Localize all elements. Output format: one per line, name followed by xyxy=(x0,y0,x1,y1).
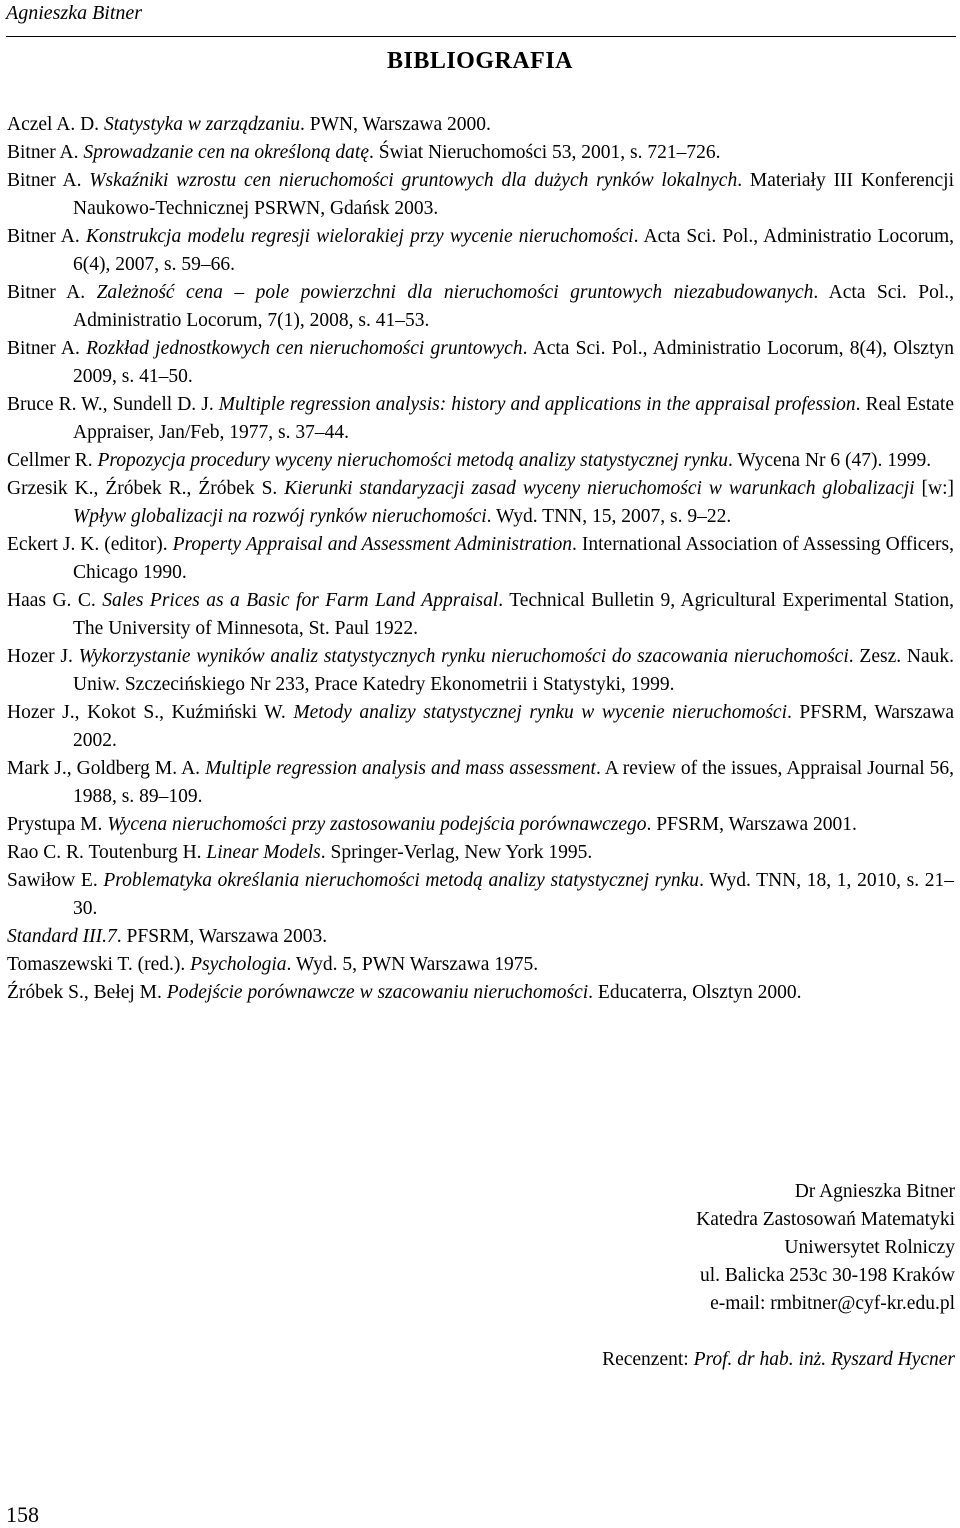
reference-title: Wykorzystanie wyników analiz statystycznych rynku nieruchomości do szacowania nieruchomości xyxy=(78,646,849,667)
reference-text: . Real Estate Appraiser, Jan/Feb, 1977, s. 37–44. xyxy=(73,394,955,443)
reference-title: Statystyka w zarządzaniu xyxy=(103,114,301,135)
reference-item xyxy=(7,643,954,699)
reference-item xyxy=(7,335,954,391)
reference-text: Hozer J., Kokot S., Kuźmiński W. xyxy=(7,702,294,723)
reference-item xyxy=(7,839,954,867)
reference-text: Eckert J. K. (editor). xyxy=(7,534,173,555)
reference-title: Konstrukcja modelu regresji wielorakiej przy wycenie nieruchomości xyxy=(85,226,634,247)
reference-item xyxy=(7,447,954,475)
reference-text: . Wycena Nr 6 (47). 1999. xyxy=(727,450,932,471)
reference-text: Sawiłow E. xyxy=(7,870,104,891)
reference-title: Standard III.7 xyxy=(7,926,117,947)
reference-title: Wpływ globalizacji na rozwój rynków nieruchomości xyxy=(73,506,487,527)
reference-text: . Technical Bulletin 9, Agricultural Experimental Station, The University of Minnesota, St. Paul 1922. xyxy=(73,590,954,639)
reviewer-name: Prof. dr hab. inż. Ryszard Hycner xyxy=(693,1349,955,1370)
signature-university: Uniwersytet Rolniczy xyxy=(784,1237,955,1258)
reference-text: . Acta Sci. Pol., Administratio Locorum, 8(4), Olsztyn 2009, s. 41–50. xyxy=(73,338,955,387)
reference-text: . International Association of Assessing Officers, Chicago 1990. xyxy=(73,534,955,583)
reference-text: Tomaszewski T. (red.). xyxy=(7,954,191,975)
reference-item xyxy=(7,587,954,643)
reference-title: Psychologia xyxy=(190,954,287,975)
reference-item xyxy=(7,139,954,167)
reference-text: . Springer-Verlag, New York 1995. xyxy=(320,842,593,863)
reference-text: Mark J., Goldberg M. A. xyxy=(7,758,206,779)
header-author: Agnieszka Bitner xyxy=(6,2,143,24)
page-number: 158 xyxy=(6,1502,39,1527)
reference-item xyxy=(7,475,954,531)
reference-text: Bitner A. xyxy=(7,142,84,163)
reference-text: . Wyd. TNN, 15, 2007, s. 9–22. xyxy=(486,506,732,527)
reference-title: Sprowadzanie cen na określoną datę xyxy=(83,142,369,163)
reference-text: . A review of the issues, Appraisal Journal 56, 1988, s. 89–109. xyxy=(73,758,955,807)
reference-item xyxy=(7,699,954,755)
reference-text: Prystupa M. xyxy=(7,814,108,835)
reference-text: Haas G. C. xyxy=(7,590,103,611)
reference-item xyxy=(7,531,954,587)
signature-department: Katedra Zastosowań Matematyki xyxy=(696,1209,955,1230)
signature-name: Dr Agnieszka Bitner xyxy=(794,1181,955,1202)
reference-text: Źróbek S., Bełej M. xyxy=(7,982,167,1003)
reference-title: Wskaźniki wzrostu cen nieruchomości gruntowych dla dużych rynków lokalnych xyxy=(89,170,738,191)
reference-text: Bitner A. xyxy=(7,338,87,359)
reference-text: . Educaterra, Olsztyn 2000. xyxy=(588,982,802,1003)
reference-text: . Zesz. Nauk. Uniw. Szczecińskiego Nr 233, Prace Katedry Ekonometrii i Statystyki, 1999. xyxy=(73,646,954,695)
reference-item xyxy=(7,167,954,223)
reference-title: Metody analizy statystycznej rynku w wycenie nieruchomości xyxy=(293,702,787,723)
reference-item xyxy=(7,951,954,979)
reference-title: Property Appraisal and Assessment Administration xyxy=(172,534,573,555)
reference-text: . Materiały III Konferencji Naukowo-Technicznej PSRWN, Gdańsk 2003. xyxy=(73,170,954,219)
reference-text: Aczel A. D. xyxy=(7,114,104,135)
reference-item xyxy=(7,811,954,839)
reference-title: Kierunki standaryzacji zasad wyceny nieruchomości w warunkach globalizacji xyxy=(284,478,915,499)
reference-item xyxy=(7,223,954,279)
reference-text: . PFSRM, Warszawa 2003. xyxy=(116,926,328,947)
author-signature xyxy=(696,1178,955,1318)
reference-text: Rao C. R. Toutenburg H. xyxy=(7,842,207,863)
reference-title: Rozkład jednostkowych cen nieruchomości gruntowych xyxy=(86,338,523,359)
reference-title: Problematyka określania nieruchomości metodą analizy statystycznej rynku xyxy=(103,870,700,891)
reference-item xyxy=(7,979,954,1007)
reference-text: . Wyd. 5, PWN Warszawa 1975. xyxy=(286,954,539,975)
bibliography-title: BIBLIOGRAFIA xyxy=(386,48,574,74)
signature-address: ul. Balicka 253c 30-198 Kraków xyxy=(699,1265,955,1286)
reference-text: Hozer J. xyxy=(7,646,79,667)
reference-title: Linear Models xyxy=(206,842,321,863)
reference-text: . Świat Nieruchomości 53, 2001, s. 721–726. xyxy=(368,142,721,163)
reference-text: . PFSRM, Warszawa 2001. xyxy=(646,814,857,835)
reference-list xyxy=(7,111,954,1007)
reference-text: Grzesik K., Źróbek R., Źróbek S. xyxy=(7,478,285,499)
reference-text: Bitner A. xyxy=(7,282,97,303)
reference-item xyxy=(7,279,954,335)
reviewer-label: Recenzent: xyxy=(602,1349,694,1370)
reference-item xyxy=(7,923,954,951)
reference-item xyxy=(7,755,954,811)
reference-item xyxy=(7,391,954,447)
reference-text: . PFSRM, Warszawa 2002. xyxy=(73,702,954,751)
signature-email: e-mail: rmbitner@cyf-kr.edu.pl xyxy=(710,1293,955,1314)
reference-title: Multiple regression analysis: history and applications in the appraisal profession xyxy=(218,394,856,415)
reviewer-line xyxy=(602,1346,955,1374)
reference-text: . Acta Sci. Pol., Administratio Locorum, 6(4), 2007, s. 59–66. xyxy=(73,226,954,275)
reference-text: Bruce R. W., Sundell D. J. xyxy=(7,394,219,415)
reference-text: Bitner A. xyxy=(7,170,90,191)
reference-title: Wycena nieruchomości przy zastosowaniu podejścia porównawczego xyxy=(107,814,647,835)
reference-text: . PWN, Warszawa 2000. xyxy=(300,114,491,135)
reference-text: . Acta Sci. Pol., Administratio Locorum, 7(1), 2008, s. 41–53. xyxy=(73,282,954,331)
reference-text: Bitner A. xyxy=(7,226,86,247)
reference-title: Podejście porównawcze w szacowaniu nieruchomości xyxy=(166,982,589,1003)
reference-title: Propozycja procedury wyceny nieruchomości metodą analizy statystycznej rynku xyxy=(97,450,728,471)
reference-item xyxy=(7,867,954,923)
reference-title: Zależność cena – pole powierzchni dla nieruchomości gruntowych niezabudowanych xyxy=(96,282,814,303)
reference-text: Cellmer R. xyxy=(7,450,98,471)
reference-text: . Wyd. TNN, 18, 1, 2010, s. 21–30. xyxy=(73,870,954,919)
reference-item xyxy=(7,111,954,139)
running-header xyxy=(6,0,956,37)
reference-title: Sales Prices as a Basic for Farm Land Appraisal xyxy=(102,590,499,611)
reference-title: Multiple regression analysis and mass assessment xyxy=(205,758,596,779)
reference-text: [w:] xyxy=(914,478,954,499)
